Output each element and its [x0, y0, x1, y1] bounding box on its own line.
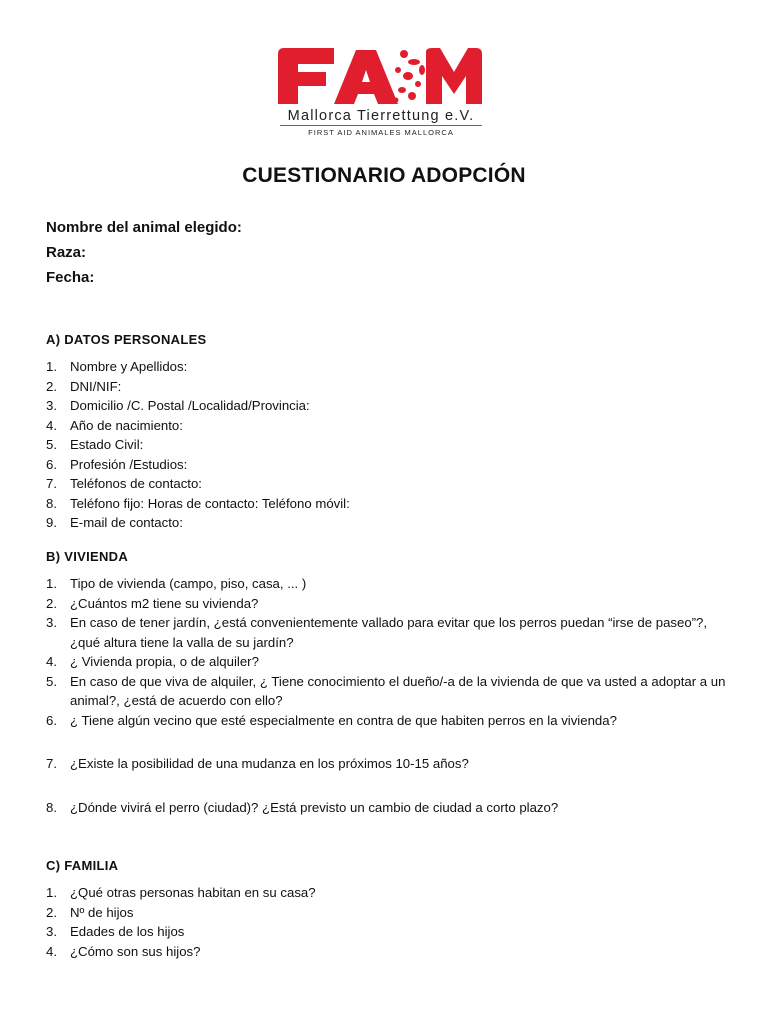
fam-logo-graphic	[276, 46, 486, 108]
question-item	[46, 672, 726, 711]
question-text: Nº de hijos	[70, 904, 134, 920]
question-number: 5.	[46, 673, 57, 689]
document-title: CUESTIONARIO ADOPCIÓN	[242, 164, 526, 187]
header-field-label: Fecha:	[46, 269, 95, 286]
question-item	[46, 594, 726, 614]
question-text: ¿Qué otras personas habitan en su casa?	[70, 885, 316, 900]
question-list	[46, 883, 726, 961]
question-number: 2.	[46, 595, 57, 611]
question-number: 3.	[46, 398, 57, 413]
question-number: 4.	[46, 943, 57, 959]
question-item	[46, 711, 726, 731]
question-number: 1.	[46, 576, 57, 591]
question-item	[46, 798, 726, 818]
question-item	[46, 435, 726, 455]
question-number: 3.	[46, 924, 57, 939]
question-text: Profesión /Estudios:	[70, 456, 188, 472]
question-list	[46, 574, 726, 817]
question-item	[46, 922, 726, 942]
question-number: 5.	[46, 437, 57, 452]
question-item	[46, 416, 726, 436]
question-text: ¿Cuántos m2 tiene su vivienda?	[70, 595, 259, 611]
question-list	[46, 357, 726, 533]
question-text: Estado Civil:	[70, 437, 144, 452]
question-number: 2.	[46, 904, 57, 920]
question-number: 6.	[46, 712, 57, 728]
question-text: Tipo de vivienda (campo, piso, casa, ... )	[70, 576, 307, 591]
question-number: 9.	[46, 515, 57, 530]
question-text: Teléfono fijo: Horas de contacto: Teléfono móvil:	[70, 495, 350, 511]
question-number: 2.	[46, 378, 57, 394]
question-number: 4.	[46, 417, 57, 433]
question-item	[46, 613, 726, 652]
question-number: 7.	[46, 476, 57, 491]
logo-organization-name: Mallorca Tierrettung e.V.	[287, 108, 475, 124]
question-text: ¿ Vivienda propia, o de alquiler?	[70, 654, 259, 669]
question-text: DNI/NIF:	[70, 378, 122, 394]
question-text: ¿ Tiene algún vecino que esté especialmente en contra de que habiten perros en la vivienda?	[70, 712, 617, 728]
question-number: 8.	[46, 495, 57, 511]
question-text: ¿Existe la posibilidad de una mudanza en los próximos 10-15 años?	[70, 756, 469, 771]
question-text: Nombre y Apellidos:	[70, 359, 188, 374]
question-text: Edades de los hijos	[70, 924, 185, 939]
question-text: En caso de tener jardín, ¿está convenientemente vallado para evitar que los perros puedan “irse de paseo”?, ¿qué altura tiene la valla de su jardín?	[70, 615, 708, 650]
question-number: 7.	[46, 756, 57, 771]
question-number: 6.	[46, 456, 57, 472]
question-item	[46, 396, 726, 416]
question-number: 1.	[46, 359, 57, 374]
question-item	[46, 455, 726, 475]
question-text: Año de nacimiento:	[70, 417, 183, 433]
question-number: 3.	[46, 615, 57, 630]
question-item	[46, 513, 726, 533]
question-number: 4.	[46, 654, 57, 669]
question-item	[46, 652, 726, 672]
question-text: Teléfonos de contacto:	[70, 476, 202, 491]
question-number: 8.	[46, 799, 57, 815]
question-item	[46, 474, 726, 494]
question-item	[46, 754, 726, 774]
question-item	[46, 903, 726, 923]
header-field-label: Raza:	[46, 244, 87, 261]
question-text: En caso de que viva de alquiler, ¿ Tiene conocimiento el dueño/-a de la vivienda de que va usted a adoptar a un animal?, ¿está de acuerdo con ello?	[70, 673, 726, 708]
question-text: ¿Cómo son sus hijos?	[70, 943, 201, 959]
organization-logo	[276, 46, 486, 142]
question-text: E-mail de contacto:	[70, 515, 183, 530]
question-item	[46, 574, 726, 594]
question-text: Domicilio /C. Postal /Localidad/Provincia:	[70, 398, 310, 413]
question-item	[46, 377, 726, 397]
header-field-label: Nombre del animal elegido:	[46, 219, 242, 236]
logo-divider	[280, 125, 482, 126]
question-item	[46, 357, 726, 377]
question-item	[46, 942, 726, 962]
section-heading: C) FAMILIA	[46, 858, 119, 873]
question-item	[46, 494, 726, 514]
question-text: ¿Dónde vivirá el perro (ciudad)? ¿Está previsto un cambio de ciudad a corto plazo?	[70, 799, 559, 815]
section-heading: B) VIVIENDA	[46, 549, 129, 564]
section-heading: A) DATOS PERSONALES	[46, 332, 207, 347]
logo-tagline: FIRST AID ANIMALES MALLORCA	[308, 128, 454, 137]
question-item	[46, 883, 726, 903]
question-number: 1.	[46, 885, 57, 900]
